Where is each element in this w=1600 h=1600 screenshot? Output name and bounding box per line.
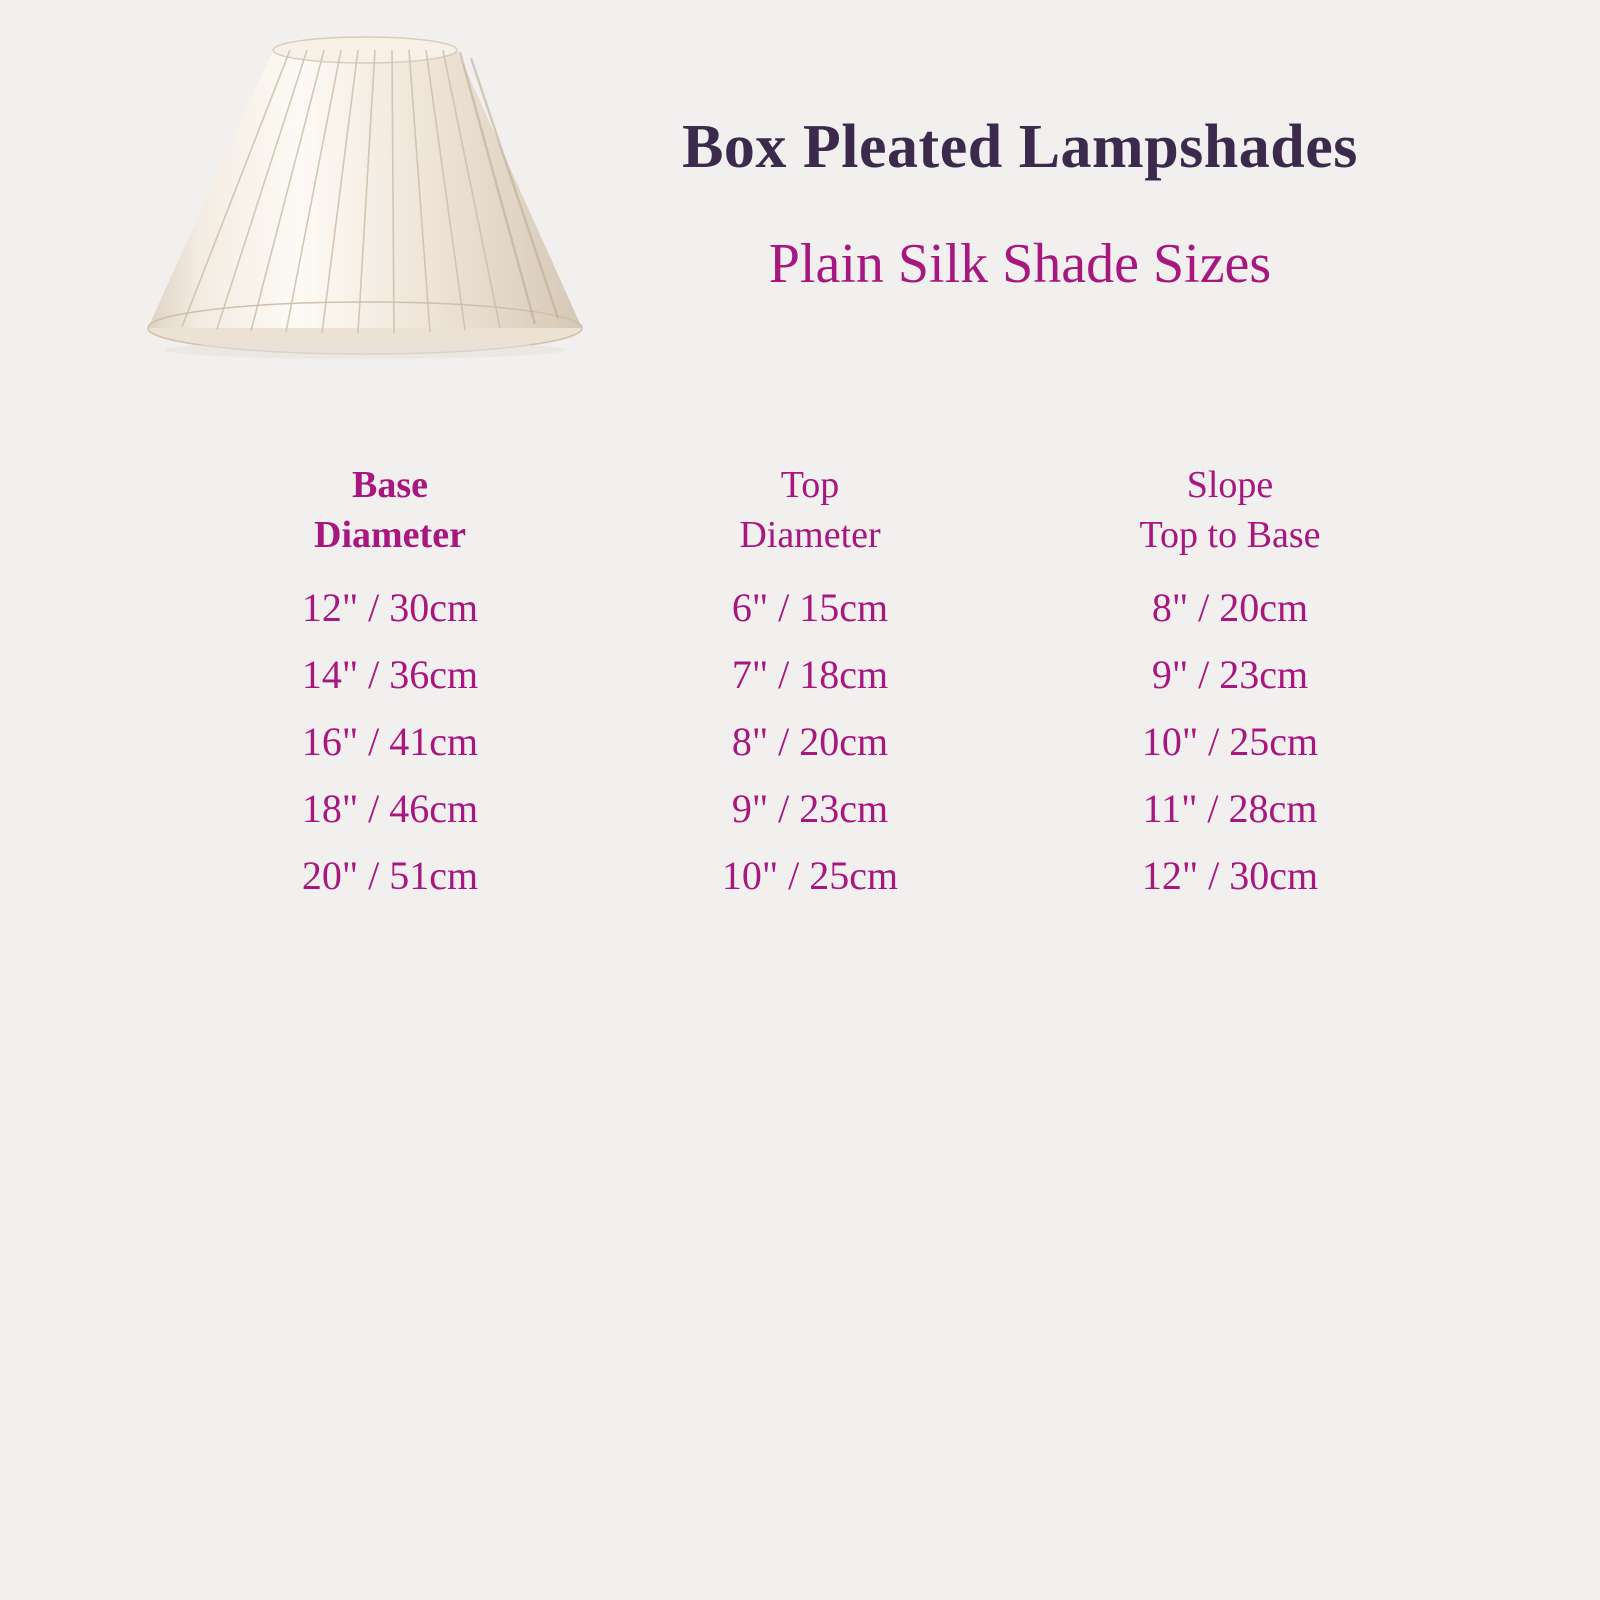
table-cell: 14" / 36cm <box>301 652 479 697</box>
table-cell: 9" / 23cm <box>1151 652 1309 697</box>
table-cell: 20" / 51cm <box>301 853 479 898</box>
column-header-top-diameter <box>600 460 1020 560</box>
table-cell: 7" / 18cm <box>731 652 889 697</box>
column-header-line2: Top to Base <box>1139 514 1321 556</box>
column-header-base-diameter <box>180 460 600 560</box>
size-table <box>180 460 1440 909</box>
table-cell: 6" / 15cm <box>731 585 889 630</box>
column-top-diameter <box>600 460 1020 909</box>
table-cell: 10" / 25cm <box>1141 719 1319 764</box>
table-cell: 16" / 41cm <box>301 719 479 764</box>
column-header-slope <box>1020 460 1440 560</box>
table-cell: 8" / 20cm <box>731 719 889 764</box>
column-header-line1: Top <box>780 464 840 506</box>
column-header-line2: Diameter <box>314 514 466 556</box>
lampshade-image <box>130 28 600 373</box>
table-cell: 12" / 30cm <box>301 585 479 630</box>
column-base-diameter <box>180 460 600 909</box>
column-slope <box>1020 460 1440 909</box>
column-header-line1: Slope <box>1186 464 1274 506</box>
table-cell: 9" / 23cm <box>731 786 889 831</box>
column-header-line2: Diameter <box>739 514 881 556</box>
column-header-line1: Base <box>352 464 428 506</box>
page-title: Box Pleated Lampshades <box>682 113 1358 181</box>
lampshade-illustration-icon <box>130 28 600 373</box>
table-cell: 8" / 20cm <box>1151 585 1309 630</box>
table-cell: 18" / 46cm <box>301 786 479 831</box>
table-cell: 11" / 28cm <box>1142 786 1318 831</box>
table-cell: 12" / 30cm <box>1141 853 1319 898</box>
page-subtitle: Plain Silk Shade Sizes <box>768 233 1272 295</box>
table-cell: 10" / 25cm <box>721 853 899 898</box>
